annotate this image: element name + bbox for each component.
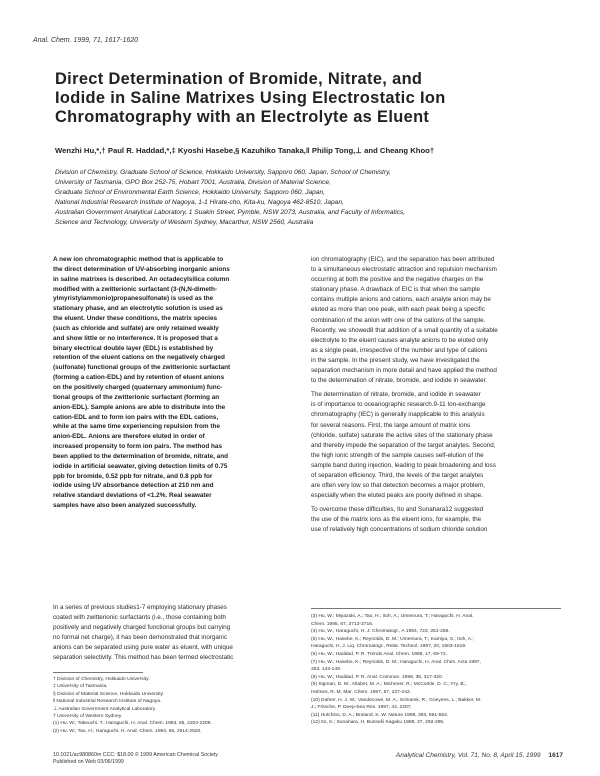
body-line: to a simultaneous electrostatic attraction and repulsion mechanism xyxy=(311,266,497,274)
abstract-line: cation-EDL and to form ion pairs with the EDL cations, xyxy=(53,413,219,421)
reference-line: (7) Hu, W.; Hasebe, K.; Reynolds, D. M.; Haraguchi, H. Anal. Chim. Acta 1997, xyxy=(311,659,481,665)
abstract-line: while at the same time experiencing repulsion from the xyxy=(53,423,220,431)
footnote-line: ‖ National Industrial Research Institute of Nagoya. xyxy=(53,699,162,705)
references-divider xyxy=(311,608,561,609)
reference-line: J.; Fritsche, P. Deep-Sea Res. 1997, 44, 2207. xyxy=(311,705,412,711)
abstract-line: (sulfonate) functional groups of the zwitterionic surfactant xyxy=(53,364,231,372)
abstract-line: tional groups of the zwitterionic surfactant (forming an xyxy=(53,393,220,401)
reference-line: (11) Hutchins, D. A.; Bruland, K. W. Nature 1998, 393, 561-564. xyxy=(311,712,449,718)
abstract-line: retention of the eluent cations on the negatively charged xyxy=(53,354,225,362)
abstract-line: been applied to the determination of bromide, nitrate, and xyxy=(53,452,229,460)
affiliation-line: Science and Technology, University of Western Sydney, Macarthur, NSW 2560, Australia xyxy=(55,219,314,226)
body-line: positively and negatively charged functional groups but carrying xyxy=(53,624,231,632)
affiliation-line: Division of Chemistry, Graduate School of Science, Hokkaido University, Sapporo 060, Japan, School of Chemistry, xyxy=(55,169,391,176)
title-line: Chromatography with an Electrolyte as Eluent xyxy=(55,108,430,126)
footnote-line: † University of Western Sydney. xyxy=(53,714,123,720)
footnote-line: † Division of Chemistry, Hokkaido University. xyxy=(53,677,150,682)
body-line: Recently, we showed8 that addition of a small quantity of a suitable xyxy=(311,326,498,334)
abstract-line: relative standard deviations of <1.2%. Real seawater xyxy=(53,492,212,500)
body-line: combination of the anion with one of the cations of the sample. xyxy=(311,316,486,324)
introduction-text xyxy=(53,603,298,664)
body-line: for several reasons. First, the large amount of matrix ions xyxy=(311,421,471,429)
abstract-line: ylmyristylammonio)propanesulfonate) is used as the xyxy=(53,295,214,303)
body-line: the use of the matrix ions as the eluent ions, for example, the xyxy=(311,516,482,524)
body-line: electrolyte to the eluent causes analyte anions to be eluted only xyxy=(311,336,489,344)
reference-line: Chem. 1995, 67, 3713-3716. xyxy=(311,621,374,627)
abstract xyxy=(53,255,298,511)
abstract-line: increased propensity to form ion pairs. The method has xyxy=(53,443,223,451)
footnote-line: § Division of Material Science, Hokkaido University. xyxy=(53,691,165,697)
journal-reference: Anal. Chem. 1999, 71, 1617-1620 xyxy=(33,37,139,44)
body-line: and thereby impede the separation of the target analytes. Second, xyxy=(311,441,496,449)
affiliation-line: Australian Government Analytical Laboratory, 1 Suakin Street, Pymble, NSW 2073, Australia, and Faculty of Informatics, xyxy=(55,209,406,216)
page-number: 1617 xyxy=(548,752,563,759)
affiliation-line: University of Tasmania, GPO Box 252-75, Hobart 7001, Australia, Division of Material Science, xyxy=(55,179,331,186)
author-list: Wenzhi Hu,*,† Paul R. Haddad,*,‡ Kyoshi Hasebe,§ Kazuhiko Tanaka,‖ Philip Tong,⊥ and Cheang Khoo† xyxy=(55,146,435,155)
footnote-line: (1) Hu, W.; Takeuchi, T.; Haraguchi, H. Anal. Chem. 1993, 65, 2204-2208. xyxy=(53,721,212,727)
reference-line: (5) Hu, W.; Hasebe, K.; Reynolds, D. M.; Umemura, T.; Kamiya, S.; Itoh, A.; xyxy=(311,636,474,642)
abstract-line: on the positively charged (quaternary ammonium) func- xyxy=(53,383,223,391)
footer-published-line: Published on Web 03/06/1999 xyxy=(53,759,124,765)
body-line: ion chromatography (EIC), and the separation has been attributed xyxy=(311,256,495,263)
body-line: contains multiple anions and cations, each analyte anion may be xyxy=(311,296,491,304)
body-line: The determination of nitrate, bromide, and iodide in seawater xyxy=(311,391,481,399)
body-line: In a series of previous studies1-7 employing stationary phases xyxy=(53,604,227,611)
references xyxy=(311,613,561,727)
affiliation-line: National Industrial Research Institute of Nagoya, 1-1 Hirate-cho, Kita-ku, Nagoya 462-8510, Japan, xyxy=(55,199,344,206)
abstract-line: modified with a zwitterionic surfactant (3-(N,N-dimeth- xyxy=(53,285,218,293)
footer-doi-line: 10.1021/ac980860m CCC: $18.00 © 1999 American Chemical Society xyxy=(53,752,218,758)
body-line: To overcome these difficulties, Ito and Sunahara12 suggested xyxy=(311,506,484,514)
body-line: stationary phase. A drawback of EIC is that when the sample xyxy=(311,286,481,294)
body-line: especially when the eluted peaks are poorly defined in shape. xyxy=(311,492,483,500)
abstract-line: (such as chloride and sulfate) are only retained weakly xyxy=(53,324,219,332)
body-line: are often very low so that detection becomes a major problem, xyxy=(311,482,485,490)
footer-journal-citation: Analytical Chemistry, Vol. 71, No. 8, April 15, 1999 xyxy=(395,752,541,759)
affiliations xyxy=(55,168,575,228)
footer-doi xyxy=(53,752,218,766)
body-line: anions can be separated using pure water as eluent, with unique xyxy=(53,644,233,652)
abstract-line: and show little or no interference. It is proposed that a xyxy=(53,334,218,342)
body-line: to the determination of nitrate, bromide, and iodide in seawater. xyxy=(311,377,488,385)
footnote-line: ‡ University of Tasmania. xyxy=(53,684,108,690)
body-line: the high ionic strength of the sample causes self-elution of the xyxy=(311,451,484,459)
title-line: Direct Determination of Bromide, Nitrate, and xyxy=(55,70,423,88)
abstract-line: ppb for bromide, 0.52 ppb for nitrate, and 0.8 ppb for xyxy=(53,472,213,480)
reference-line: Haraguchi, H. J. Liq. Chromatogr., Relat. Technol. 1997, 20, 1903-1919. xyxy=(311,644,467,650)
reference-line: (10) Dafner, H. J. W.; Vandecowe, M. A.; Schoenk, R.; Goeyens, L.; Bakker, M. xyxy=(311,697,482,703)
footnotes xyxy=(53,676,298,735)
abstract-line: stationary phase, and an electrolytic solution is used as xyxy=(53,305,223,313)
body-line: is of importance to oceanographic research.9-11 Ion-exchange xyxy=(311,401,486,409)
reference-line: (9) Sigman, D. M.; Altabet, M. A.; Michener, R.; McCorkle, D. C.; Fry, B.; xyxy=(311,682,467,688)
abstract-line: in saline matrixes is described. An octadecylsilica column xyxy=(53,275,230,283)
reference-line: 353, 143-149. xyxy=(311,667,342,673)
article-title xyxy=(55,70,565,127)
reference-line: (3) Hu, W.; Miyazaki, A.; Tao, H.; Itoh, A.; Umemura, T.; Haraguchi, H. Anal. xyxy=(311,614,474,619)
abstract-line: iodide in artificial seawater, giving detection limits of 0.75 xyxy=(53,462,228,470)
footnote-line: (2) Hu, W.; Tao, H.; Haraguchi, H. Anal. Chem. 1994, 66, 2514-2520. xyxy=(53,728,202,734)
footnote-divider xyxy=(53,672,143,673)
footer-citation xyxy=(396,752,563,759)
abstract-line: the direct determination of UV-absorbing inorganic anions xyxy=(53,265,230,273)
abstract-line: (forming a cation-EDL) and by retention of eluent anions xyxy=(53,374,225,382)
body-line: separation selectivity. This method has been termed electrostatic xyxy=(53,654,234,662)
reference-line: Holmes, R. M. Mar. Chem. 1997, 57, 227-242. xyxy=(311,689,412,695)
body-line: separation mechanism in more detail and have applied the method xyxy=(311,367,497,375)
abstract-line: anion-EDL. Anions are therefore eluted in order of xyxy=(53,433,205,441)
affiliation-line: Graduate School of Environmental Earth Science, Hokkaido University, Sapporo 060, Japan, xyxy=(55,189,326,196)
body-line: use of relatively high concentrations of sodium chloride solution xyxy=(311,526,488,534)
abstract-line: samples have also been analyzed successfully. xyxy=(53,502,197,510)
body-line: eluted as more than one peak, with each peak being a specific xyxy=(311,306,485,314)
abstract-line: A new ion chromatographic method that is applicable to xyxy=(53,256,224,263)
body-line: as a single peak, irrespective of the number and type of cations xyxy=(311,346,488,354)
reference-line: (6) Hu, W.; Haddad, P. R. Trends Anal. Chem. 1998, 17, 69-72. xyxy=(311,651,448,657)
footnote-line: ⊥ Australian Government Analytical Laboratory. xyxy=(53,706,157,712)
reference-line: (8) Hu, W.; Haddad, P. R. Anal. Commun. 1998, 35, 317-320. xyxy=(311,674,444,680)
body-line: coated with zwitterionic surfactants (i.e., those containing both xyxy=(53,614,226,622)
abstract-line: the eluent. Under these conditions, the matrix species xyxy=(53,315,218,323)
reference-line: (4) Hu, W.; Haraguchi, H. J. Chromatogr., A 1994, 723, 251-258. xyxy=(311,629,450,635)
reference-line: (12) Ito, K.; Sunahara, H. Bunseki Kagaku 1988, 37, 292-295. xyxy=(311,720,445,726)
body-line: sample band during injection, leading to peak broadening and loss xyxy=(311,461,496,469)
abstract-line: binary electrical double layer (EDL) is established by xyxy=(53,344,214,352)
body-line: (chloride, sulfate) saturate the active sites of the stationary phase xyxy=(311,431,493,439)
body-line: occurring at both the positive and the negative charges on the xyxy=(311,276,484,284)
abstract-line: anion-EDL). Sample anions are able to distribute into the xyxy=(53,403,226,411)
body-line: no formal net charge), it has been demonstrated that inorganic xyxy=(53,634,227,642)
title-line: Iodide in Saline Matrixes Using Electrostatic Ion xyxy=(55,89,446,107)
body-line: chromatography (IEC) is generally inapplicable to this analysis xyxy=(311,411,485,419)
body-line: in the sample. In the present study, we have investigated the xyxy=(311,356,480,364)
abstract-line: iodide using UV absorbance detection at 210 nm and xyxy=(53,482,214,490)
right-column-text xyxy=(311,255,556,536)
body-line: of separation efficiency. Third, the levels of the target analytes xyxy=(311,471,484,479)
